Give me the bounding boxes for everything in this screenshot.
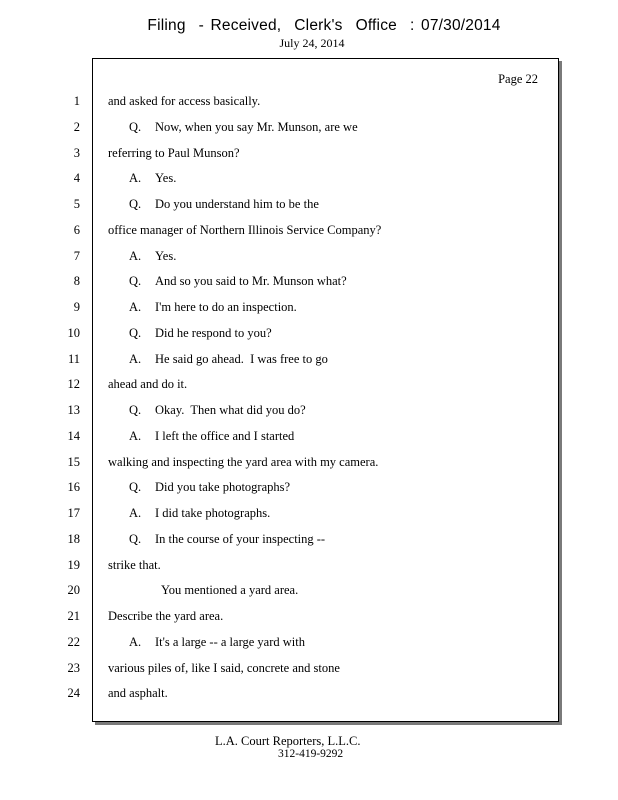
speaker-label: Q. bbox=[129, 403, 142, 417]
reporter-phone: 312-419-9292 bbox=[278, 748, 344, 760]
line-number: 1 bbox=[73, 94, 80, 108]
line-number: 15 bbox=[67, 454, 80, 469]
line-text: walking and inspecting the yard area with my camera. bbox=[108, 454, 379, 469]
line-text: It's a large -- a large yard with bbox=[155, 634, 305, 649]
line-text: office manager of Northern Illinois Service Company? bbox=[108, 222, 382, 237]
transcript-line bbox=[108, 455, 378, 470]
transcript-line bbox=[108, 94, 260, 109]
speaker-label: Q. bbox=[129, 480, 142, 495]
line-number: 21 bbox=[67, 609, 80, 623]
line-number: 20 bbox=[67, 583, 80, 598]
transcript-line bbox=[129, 506, 270, 521]
transcript-line bbox=[129, 326, 272, 341]
transcript-line bbox=[108, 609, 223, 624]
line-number: 22 bbox=[67, 634, 80, 649]
line-number: 11 bbox=[67, 351, 80, 366]
transcript-line bbox=[129, 532, 325, 547]
transcript-line bbox=[108, 223, 381, 238]
transcript-date: July 24, 2014 bbox=[279, 36, 345, 50]
line-text: various piles of, like I said, concrete and stone bbox=[108, 660, 340, 675]
transcript-line bbox=[129, 171, 176, 186]
line-text: Did you take photographs? bbox=[155, 480, 291, 495]
line-number: 8 bbox=[73, 274, 80, 289]
transcript-line bbox=[108, 377, 187, 392]
transcript-line bbox=[108, 558, 161, 573]
transcript-line bbox=[129, 403, 306, 418]
line-text: Now, when you say Mr. Munson, are we bbox=[155, 119, 358, 134]
line-text: and asked for access basically. bbox=[108, 94, 261, 108]
transcript-line bbox=[129, 480, 290, 495]
speaker-label: A. bbox=[129, 634, 142, 649]
line-text: strike that. bbox=[108, 557, 161, 572]
speaker-label: A. bbox=[129, 506, 142, 520]
line-text: Do you understand him to be the bbox=[155, 197, 319, 211]
transcript-line bbox=[129, 197, 319, 212]
page-number: Page 22 bbox=[498, 72, 538, 86]
transcript-line bbox=[108, 686, 168, 701]
line-text: I left the office and I started bbox=[155, 428, 295, 443]
speaker-label: Q. bbox=[129, 325, 142, 340]
line-text: In the course of your inspecting -- bbox=[155, 531, 326, 546]
speaker-label: Q. bbox=[129, 531, 142, 546]
filing-stamp: Filing - Received, Clerk's Office : 07/30/2014 bbox=[147, 17, 501, 34]
transcript-line bbox=[108, 146, 240, 161]
line-text: Okay. Then what did you do? bbox=[155, 403, 306, 417]
speaker-label: A. bbox=[129, 171, 142, 186]
speaker-label: Q. bbox=[129, 197, 142, 211]
line-number: 12 bbox=[67, 377, 80, 392]
line-text: Yes. bbox=[155, 171, 177, 186]
line-number: 17 bbox=[67, 506, 80, 520]
line-text: You mentioned a yard area. bbox=[161, 583, 299, 598]
reporter-company: L.A. Court Reporters, L.L.C. bbox=[215, 734, 361, 748]
speaker-label: A. bbox=[129, 428, 142, 443]
transcript-line bbox=[129, 352, 328, 367]
speaker-label: A. bbox=[129, 351, 142, 366]
line-number: 4 bbox=[73, 171, 80, 186]
line-number: 6 bbox=[73, 222, 80, 237]
line-number: 23 bbox=[67, 660, 80, 675]
transcript-line bbox=[129, 300, 297, 315]
line-number: 24 bbox=[67, 686, 80, 701]
line-text: And so you said to Mr. Munson what? bbox=[155, 274, 347, 289]
transcript-line bbox=[129, 120, 358, 135]
line-text: I did take photographs. bbox=[155, 506, 271, 520]
line-number: 18 bbox=[67, 531, 80, 546]
line-number: 9 bbox=[73, 300, 80, 314]
speaker-label: Q. bbox=[129, 119, 142, 134]
line-number: 2 bbox=[73, 119, 80, 134]
line-text: Yes. bbox=[155, 248, 177, 263]
line-text: and asphalt. bbox=[108, 686, 168, 701]
line-text: ahead and do it. bbox=[108, 377, 188, 392]
line-number: 7 bbox=[73, 248, 80, 263]
line-number: 13 bbox=[67, 403, 80, 417]
line-text: referring to Paul Munson? bbox=[108, 145, 240, 160]
line-number: 5 bbox=[73, 197, 80, 211]
speaker-label: A. bbox=[129, 300, 142, 314]
line-number: 14 bbox=[67, 428, 80, 443]
transcript-line bbox=[129, 429, 294, 444]
transcript-line bbox=[129, 249, 176, 264]
speaker-label: Q. bbox=[129, 274, 142, 289]
line-text: Describe the yard area. bbox=[108, 609, 224, 623]
line-number: 16 bbox=[67, 480, 80, 495]
transcript-line bbox=[129, 635, 305, 650]
line-text: Did he respond to you? bbox=[155, 325, 272, 340]
line-number: 10 bbox=[67, 325, 80, 340]
speaker-label: A. bbox=[129, 248, 142, 263]
transcript-line bbox=[108, 661, 340, 676]
line-text: He said go ahead. I was free to go bbox=[155, 351, 328, 366]
line-number: 19 bbox=[67, 557, 80, 572]
line-text: I'm here to do an inspection. bbox=[155, 300, 297, 314]
transcript-line bbox=[161, 583, 298, 598]
transcript-line bbox=[129, 274, 347, 289]
line-number: 3 bbox=[73, 145, 80, 160]
